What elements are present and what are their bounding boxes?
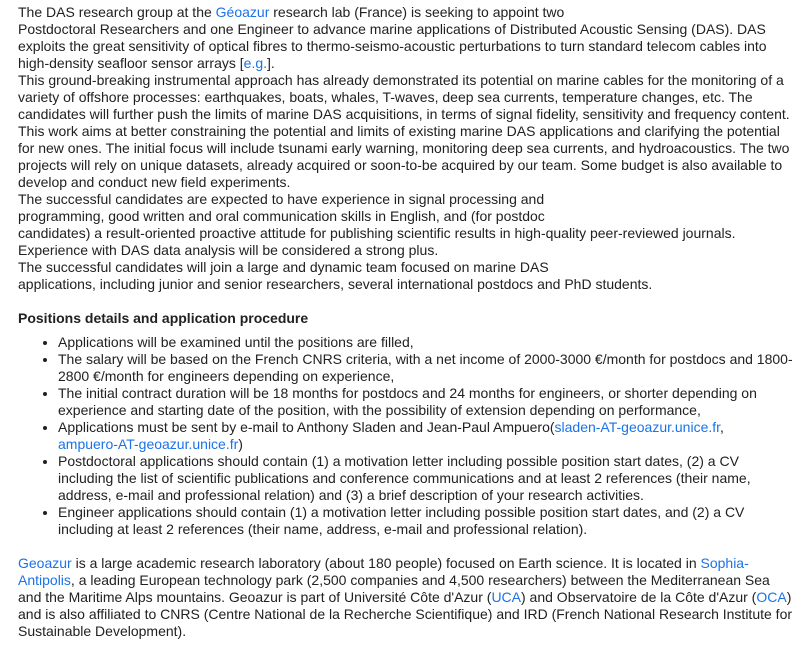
list-item-separator: , [720, 419, 724, 435]
list-item: • The salary will be based on the French CNRS criteria, with a net income of 2000-3000 €/month for postdocs and 1800-2800 €/month for engineers depending on experience, [58, 351, 793, 385]
intro-paragraph-1 [18, 4, 793, 72]
list-item: • Postdoctoral applications should contain (1) a motivation letter including possible position start dates, (2) a CV including the list of scientific publications and conference communications and at least 2 references (their name, address, e-mail and professional relation) and (3) a brief description of your research activities. [58, 453, 793, 504]
about-text-1: is a large academic research laboratory (about 180 people) focused on Earth science. It is located in [71, 555, 701, 571]
eg-link[interactable]: e.g. [243, 55, 268, 71]
sophia-antipolis-link[interactable]: Sophia- Antipolis [18, 555, 749, 588]
list-item: • Engineer applications should contain (1) a motivation letter including possible position start dates, and (2) a CV including at least 2 references (their name, address, e-mail and professional relation). [58, 504, 793, 538]
geoazur-about-link[interactable]: Geoazur [18, 555, 72, 571]
job-posting [18, 4, 793, 640]
positions-heading: Positions details and application procedure [18, 310, 309, 326]
intro-paragraph-3: The successful candidates are expected to have experience in signal processing and programming, good written and oral communication skills in English, and (for postdoc candidates) a result-oriented proactive attitude for publishing scientific results in high-quality peer-reviewed journals. Experience with DAS data analysis will be considered a strong plus. [18, 191, 736, 258]
about-text-3: ) and Observatoire de la Côte d'Azur ( [521, 589, 757, 605]
sladen-email-link[interactable]: sladen-AT-geoazur.unice.fr [554, 419, 721, 435]
intro-text-after: ]. [267, 55, 275, 71]
intro-paragraph-4: The successful candidates will join a large and dynamic team focused on marine DAS applications, including junior and senior researchers, several international postdocs and PhD students. [18, 259, 653, 292]
geoazur-link[interactable]: Géoazur [215, 4, 270, 20]
about-text-4: ) and is also affiliated to CNRS (Centre National de la Recherche Scientifique) and IRD (French National Research Institute for Sustainable Development). [18, 589, 793, 639]
spacer [18, 327, 793, 334]
spacer [18, 538, 793, 555]
positions-list [18, 334, 793, 538]
about-paragraph [18, 555, 793, 640]
intro-text-before: The DAS research group at the [18, 4, 216, 20]
list-item-text-after: ) [238, 436, 243, 452]
about-text-2: , a leading European technology park (2,500 companies and 4,500 researchers) between the Mediterranean Sea and the Maritime Alps mountains. Geoazur is part of Université Côte d'Azur ( [18, 572, 770, 605]
list-item: • The initial contract duration will be 18 months for postdocs and 24 months for engineers, or shorter depending on experience and starting date of the position, with the possibility of extension depending on performance, [58, 385, 793, 419]
list-item-text: Applications must be sent by e-mail to Anthony Sladen and Jean-Paul Ampuero( [58, 419, 555, 435]
intro-text-middle: research lab (France) is seeking to appoint two Postdoctoral Researchers and one Engineer to advance marine applications of Distributed Acoustic Sensing (DAS). DAS exploits the great sensitivity of optical fibres to thermo-seismo-acoustic perturbations to turn standard telecom cables into high-density seafloor sensor arrays [ [18, 4, 767, 71]
ampuero-email-link[interactable]: ampuero-AT-geoazur.unice.fr [58, 436, 239, 452]
intro-paragraph-2: This ground-breaking instrumental approach has already demonstrated its potential on marine cables for the monitoring of a variety of offshore processes: earthquakes, boats, whales, T-waves, deep sea currents, temperature changes, etc. The candidates will further push the limits of marine DAS acquisitions, in terms of signal fidelity, sensitivity and frequency content. This work aims at better constraining the potential and limits of existing marine DAS applications and clarifying the potential for new ones. The initial focus will include tsunami early warning, monitoring deep sea currents, and hydroacoustics. The two projects will rely on unique datasets, already acquired or soon-to-be acquired by our team. Some budget is also available to develop and conduct new field experiments. [18, 72, 790, 190]
list-item [58, 419, 793, 453]
oca-link[interactable]: OCA [756, 589, 787, 605]
spacer [18, 293, 793, 310]
list-item: • Applications will be examined until the positions are filled, [58, 334, 793, 351]
uca-link[interactable]: UCA [491, 589, 521, 605]
